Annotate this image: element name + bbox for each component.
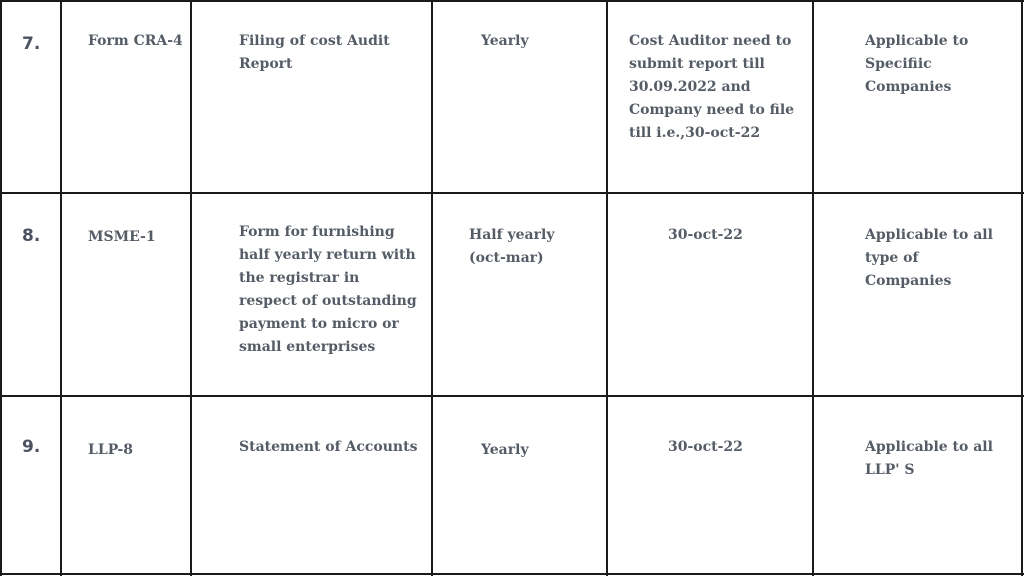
filing-frequency: Half yearly (oct-mar) [469, 227, 555, 266]
due-date: Cost Auditor need to submit report till 30.09.2022 and Company need to file till i.e.,30-oct-22 [629, 33, 795, 141]
form-name: Form CRA-4 [88, 33, 183, 49]
due-date: 30-oct-22 [668, 439, 743, 455]
column-divider [190, 0, 192, 576]
table-border-top [0, 0, 1024, 2]
row-number: 9. [22, 437, 41, 457]
table-border-bottom [0, 573, 1024, 575]
row-number: 7. [22, 34, 41, 54]
form-purpose: Filing of cost Audit Report [239, 33, 390, 72]
applicability: Applicable to all LLP' S [865, 439, 993, 478]
column-divider [431, 0, 433, 576]
row-divider [0, 395, 1024, 397]
column-divider [812, 0, 814, 576]
applicability: Applicable to all type of Companies [865, 227, 993, 289]
form-purpose: Statement of Accounts [239, 439, 418, 455]
filing-frequency: Yearly [481, 442, 529, 458]
row-number: 8. [22, 226, 41, 246]
table-border-right [1021, 0, 1023, 576]
row-divider [0, 192, 1024, 194]
column-divider [606, 0, 608, 576]
due-date: 30-oct-22 [668, 227, 743, 243]
table-border-left [0, 0, 2, 576]
column-divider [60, 0, 62, 576]
form-purpose: Form for furnishing half yearly return with the registrar in respect of outstanding payment to micro or small enterprises [239, 224, 417, 355]
form-name: LLP-8 [88, 442, 134, 458]
filing-frequency: Yearly [481, 33, 529, 49]
applicability: Applicable to Specifiic Companies [865, 33, 969, 95]
form-name: MSME-1 [88, 229, 156, 245]
